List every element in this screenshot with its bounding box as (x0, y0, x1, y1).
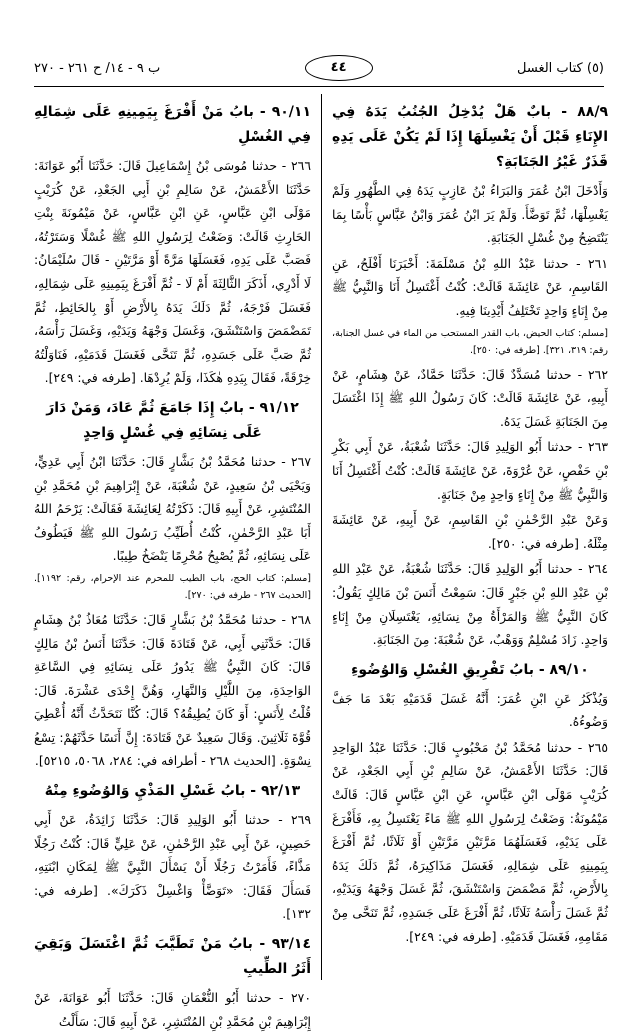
text-paragraph: ٢٦٦ - حدثنا مُوسَى بْنُ إِسْمَاعِيلَ قَالَ: حَدَّثَنَا أَبُو عَوَانَةَ: حَدَّثَنَا الأَعْمَشُ، عَنْ سَالِمِ بْنِ أَبِي الجَعْدِ، عَنْ كُرَيْبٍ مَوْلَى ابْنِ عَبَّاسٍ، عَنِ ابْنِ عَبَّاسٍ، عَنْ مَيْمُونَةَ بِنْتِ الحَارِثِ قَالَتْ: وَضَعْتُ لِرَسُولِ اللهِ ﷺ غُسْلًا وَسَتَرْتُهُ، فَصَبَّ عَلَى يَدِهِ، فَغَسَلَهَا مَرَّةً أَوْ مَرَّتَيْنِ - قَالَ سُلَيْمَانُ: لَا أَدْرِي، أَذَكَرَ الثَّالِثَةَ أَمْ لَا - ثُمَّ أَفْرَغَ بِيَمِينِهِ عَلَى شِمَالِهِ، فَغَسَلَ فَرْجَهُ، ثُمَّ دَلَكَ يَدَهُ بِالأَرْضِ أَوْ بِالحَائِطِ، ثُمَّ تَمَضْمَضَ وَاسْتَنْشَقَ، وَغَسَلَ وَجْهَهُ وَيَدَيْهِ، وَغَسَلَ رَأْسَهُ، ثُمَّ صَبَّ عَلَى جَسَدِهِ، ثُمَّ تَنَحَّى فَغَسَلَ قَدَمَيْهِ، فَنَاوَلْتُهُ خِرْقَةً، فَقَالَ بِيَدِهِ هٰكَذَا، وَلَمْ يُرِدْهَا. [طرفه في: ٢٤٩]. (34, 158, 311, 386)
text-paragraph: ٢٦٤ - حدثنا أَبُو الوَلِيدِ قَالَ: حَدَّثَنَا شُعْبَةُ، عَنْ عَبْدِ اللهِ بْنِ عَبْدِ اللهِ بْنِ جَبْرٍ قَالَ: سَمِعْتُ أَنَسَ بْنَ مَالِكٍ يَقُولُ: كَانَ النَّبِيُّ ﷺ وَالمَرْأَةُ مِنْ نِسَائِهِ، يَغْتَسِلَانِ مِنْ إِنَاءٍ وَاحِدٍ. زَادَ مُسْلِمٌ وَوَهْبٌ، عَنْ شُعْبَةَ: مِنَ الجَنَابَةِ. (332, 561, 608, 648)
text-paragraph: ٢٦١ - حدثنا عَبْدُ اللهِ بْنُ مَسْلَمَةَ: أَخْبَرَنَا أَفْلَحُ، عَنِ القَاسِمِ، عَنْ عَائِشَةَ قَالَتْ: كُنْتُ أَغْتَسِلُ أَنَا وَالنَّبِيُّ ﷺ مِنْ إِنَاءٍ وَاحِدٍ تَخْتَلِفُ أَيْدِينَا فِيهِ. (332, 255, 608, 318)
hadith-range: ب ٩ - ١٤/ ح ٢٦١ - ٢٧٠ (34, 60, 161, 76)
page-number: ٤٤ (305, 55, 373, 81)
chapter-heading: ٩٣/١٤ - بابُ مَنْ تَطَيَّبَ ثُمَّ اغْتَسَلَ وَبَقِيَ أَثَرُ الطِّيبِ (34, 936, 311, 978)
reference-note: [مسلم: كتاب الحج، باب الطيب للمحرم عند الإحرام، رقم: ١١٩٢]. [الحديث ٢٦٧ - طرفه في: ٢٧٠]. (34, 572, 311, 601)
reference-note: [مسلم: كتاب الحيض، باب القدر المستحب من الماء في غسل الجنابة، رقم: ٣١٩، ٣٢١]. [طرفه في: ٢٥٠]. (332, 327, 608, 356)
chapter-heading: ٨٩/١٠ - بابُ تَفْرِيقِ الغُسْلِ وَالوُضُوءِ (351, 661, 589, 678)
text-paragraph: ٢٦٥ - حدثنا مُحَمَّدُ بْنُ مَحْبُوبٍ قَالَ: حَدَّثَنَا عَبْدُ الوَاحِدِ قَالَ: حَدَّثَنَا الأَعْمَشُ، عَنْ سَالِمِ بْنِ أَبِي الجَعْدِ، عَنْ كُرَيْبٍ مَوْلَى ابْنِ عَبَّاسٍ، عَنِ ابْنِ عَبَّاسٍ قَالَ: قَالَتْ مَيْمُونَةُ: وَضَعْتُ لِرَسُولِ اللهِ ﷺ مَاءً يَغْتَسِلُ بِهِ، فَأَفْرَغَ عَلَى يَدَيْهِ، فَغَسَلَهُمَا مَرَّتَيْنِ مَرَّتَيْنِ أَوْ ثَلَاثًا، ثُمَّ أَفْرَغَ بِيَمِينِهِ عَلَى شِمَالِهِ، فَغَسَلَ مَذَاكِيرَهُ، ثُمَّ دَلَكَ يَدَهُ بِالأَرْضِ، ثُمَّ مَضْمَضَ وَاسْتَنْشَقَ، ثُمَّ غَسَلَ وَجْهَهُ وَيَدَيْهِ، ثُمَّ غَسَلَ رَأْسَهُ ثَلَاثًا، ثُمَّ أَفْرَغَ عَلَى جَسَدِهِ، ثُمَّ تَنَحَّى مِنْ مَقَامِهِ، فَغَسَلَ قَدَمَيْهِ. [طرفه في: ٢٤٩]. (332, 739, 608, 944)
text-paragraph: ٢٦٧ - حدثنا مُحَمَّدُ بْنُ بَشَّارٍ قَالَ: حَدَّثَنَا ابْنُ أَبِي عَدِيٍّ، وَيَحْيَى بْنُ سَعِيدٍ، عَنْ شُعْبَةَ، عَنْ إِبْرَاهِيمَ بْنِ مُحَمَّدِ بْنِ المُنْتَشِرِ، عَنْ أَبِيهِ قَالَ: ذَكَرْتُهُ لِعَائِشَةَ فَقَالَتْ: يَرْحَمُ اللهُ أَبَا عَبْدِ الرَّحْمٰنِ، كُنْتُ أُطَيِّبُ رَسُولَ اللهِ ﷺ فَيَطُوفُ عَلَى نِسَائِهِ، ثُمَّ يُصْبِحُ مُحْرِمًا يَنْضَخُ طِيبًا. (34, 453, 311, 564)
text-paragraph: ٢٦٩ - حدثنا أَبُو الوَلِيدِ قَالَ: حَدَّثَنَا زَائِدَةُ، عَنْ أَبِي حَصِينٍ، عَنْ أَبِي عَبْدِ الرَّحْمٰنِ، عَنْ عَلِيٍّ قَالَ: كُنْتُ رَجُلًا مَذَّاءً، فَأَمَرْتُ رَجُلًا أَنْ يَسْأَلَ النَّبِيَّ ﷺ لِمَكَانِ ابْنَتِهِ، فَسَأَلَ فَقَالَ: «تَوَضَّأْ وَاغْسِلْ ذَكَرَكَ». [طرفه في: ١٣٢]. (34, 812, 311, 922)
chapter-heading: ٩٢/١٣ - بابُ غَسْلِ المَذْيِ وَالوُضُوءِ مِنْهُ (44, 783, 301, 800)
text-paragraph: وَيُذْكَرُ عَنِ ابْنِ عُمَرَ: أَنَّهُ غَسَلَ قَدَمَيْهِ بَعْدَ مَا جَفَّ وَضُوءُهُ. (332, 690, 608, 730)
text-paragraph: وَعَنْ عَبْدِ الرَّحْمٰنِ بْنِ القَاسِمِ، عَنْ أَبِيهِ، عَنْ عَائِشَةَ مِثْلَهُ. [طرفه في: ٢٥٠]. (332, 512, 608, 551)
chapter-heading: ٨٨/٩ - بابٌ هَلْ يُدْخِلُ الجُنُبُ يَدَهُ فِي الإِنَاءِ قَبْلَ أَنْ يَغْسِلَهَا إِذَا لَمْ يَكُنْ عَلَى يَدِهِ قَذَرٌ غَيْرُ الجَنَابَةِ؟ (332, 104, 608, 170)
text-paragraph: ٢٦٣ - حدثنا أَبُو الوَلِيدِ قَالَ: حَدَّثَنَا شُعْبَةُ، عَنْ أَبِي بَكْرِ بْنِ حَفْصٍ، عَنْ عُرْوَةَ، عَنْ عَائِشَةَ قَالَتْ: كُنْتُ أَغْتَسِلُ أَنَا وَالنَّبِيُّ ﷺ مِنْ إِنَاءٍ وَاحِدٍ مِنْ جَنَابَةٍ. (332, 439, 608, 502)
right-column (321, 94, 618, 980)
page-header (34, 50, 604, 87)
text-paragraph: ٢٦٢ - حدثنا مُسَدَّدٌ قَالَ: حَدَّثَنَا حَمَّادٌ، عَنْ هِشَامٍ، عَنْ أَبِيهِ، عَنْ عَائِشَةَ قَالَتْ: كَانَ رَسُولُ اللهِ ﷺ إِذَا اغْتَسَلَ مِنَ الجَنَابَةِ غَسَلَ يَدَهُ. (332, 366, 608, 429)
chapter-title: (٥) كتاب الغسل (517, 60, 604, 76)
text-paragraph: ٢٦٨ - حدثنا مُحَمَّدُ بْنُ بَشَّارٍ قَالَ: حَدَّثَنَا مُعَاذُ بْنُ هِشَامٍ قَالَ: حَدَّثَنِي أَبِي، عَنْ قَتَادَةَ قَالَ: حَدَّثَنَا أَنَسُ بْنُ مَالِكٍ قَالَ: كَانَ النَّبِيُّ ﷺ يَدُورُ عَلَى نِسَائِهِ فِي السَّاعَةِ الوَاحِدَةِ، مِنَ اللَّيْلِ وَالنَّهَارِ، وَهُنَّ إِحْدَى عَشْرَةَ. قَالَ: قُلْتُ لِأَنَسٍ: أَوَ كَانَ يُطِيقُهُ؟ قَالَ: كُنَّا نَتَحَدَّثُ أَنَّهُ أُعْطِيَ قُوَّةَ ثَلَاثِينَ. وَقَالَ سَعِيدٌ عَنْ قَتَادَةَ: إِنَّ أَنَسًا حَدَّثَهُمْ: تِسْعُ نِسْوَةٍ. [الحديث ٢٦٨ - أطرافه في: ٢٨٤، ٥٠٦٨، ٥٢١٥]. (34, 611, 311, 769)
left-column (24, 94, 321, 1029)
chapter-heading: ٩١/١٢ - بابٌ إِذَا جَامَعَ ثُمَّ عَادَ، وَمَنْ دَارَ عَلَى نِسَائِهِ فِي غُسْلٍ وَاحِدٍ (46, 399, 299, 441)
chapter-heading: ٩٠/١١ - بابُ مَنْ أَفْرَغَ بِيَمِينِهِ عَلَى شِمَالِهِ فِي الغُسْلِ (34, 104, 311, 145)
text-paragraph: ٢٧٠ - حدثنا أَبُو النُّعْمَانِ قَالَ: حَدَّثَنَا أَبُو عَوَانَةَ، عَنْ إِبْرَاهِيمَ بْنِ مُحَمَّدِ بْنِ المُنْتَشِرِ، عَنْ أَبِيهِ قَالَ: سَأَلْتُ (34, 990, 311, 1029)
text-paragraph: وَأَدْخَلَ ابْنُ عُمَرَ وَالبَرَاءُ بْنُ عَازِبٍ يَدَهُ فِي الطَّهُورِ وَلَمْ يَغْسِلْهَا، ثُمَّ تَوَضَّأَ. وَلَمْ يَرَ ابْنُ عُمَرَ وَابْنُ عَبَّاسٍ بَأْسًا بِمَا يَنْتَضِحُ مِنْ غُسْلِ الجَنَابَةِ. (332, 183, 608, 246)
text-columns (24, 94, 618, 1029)
